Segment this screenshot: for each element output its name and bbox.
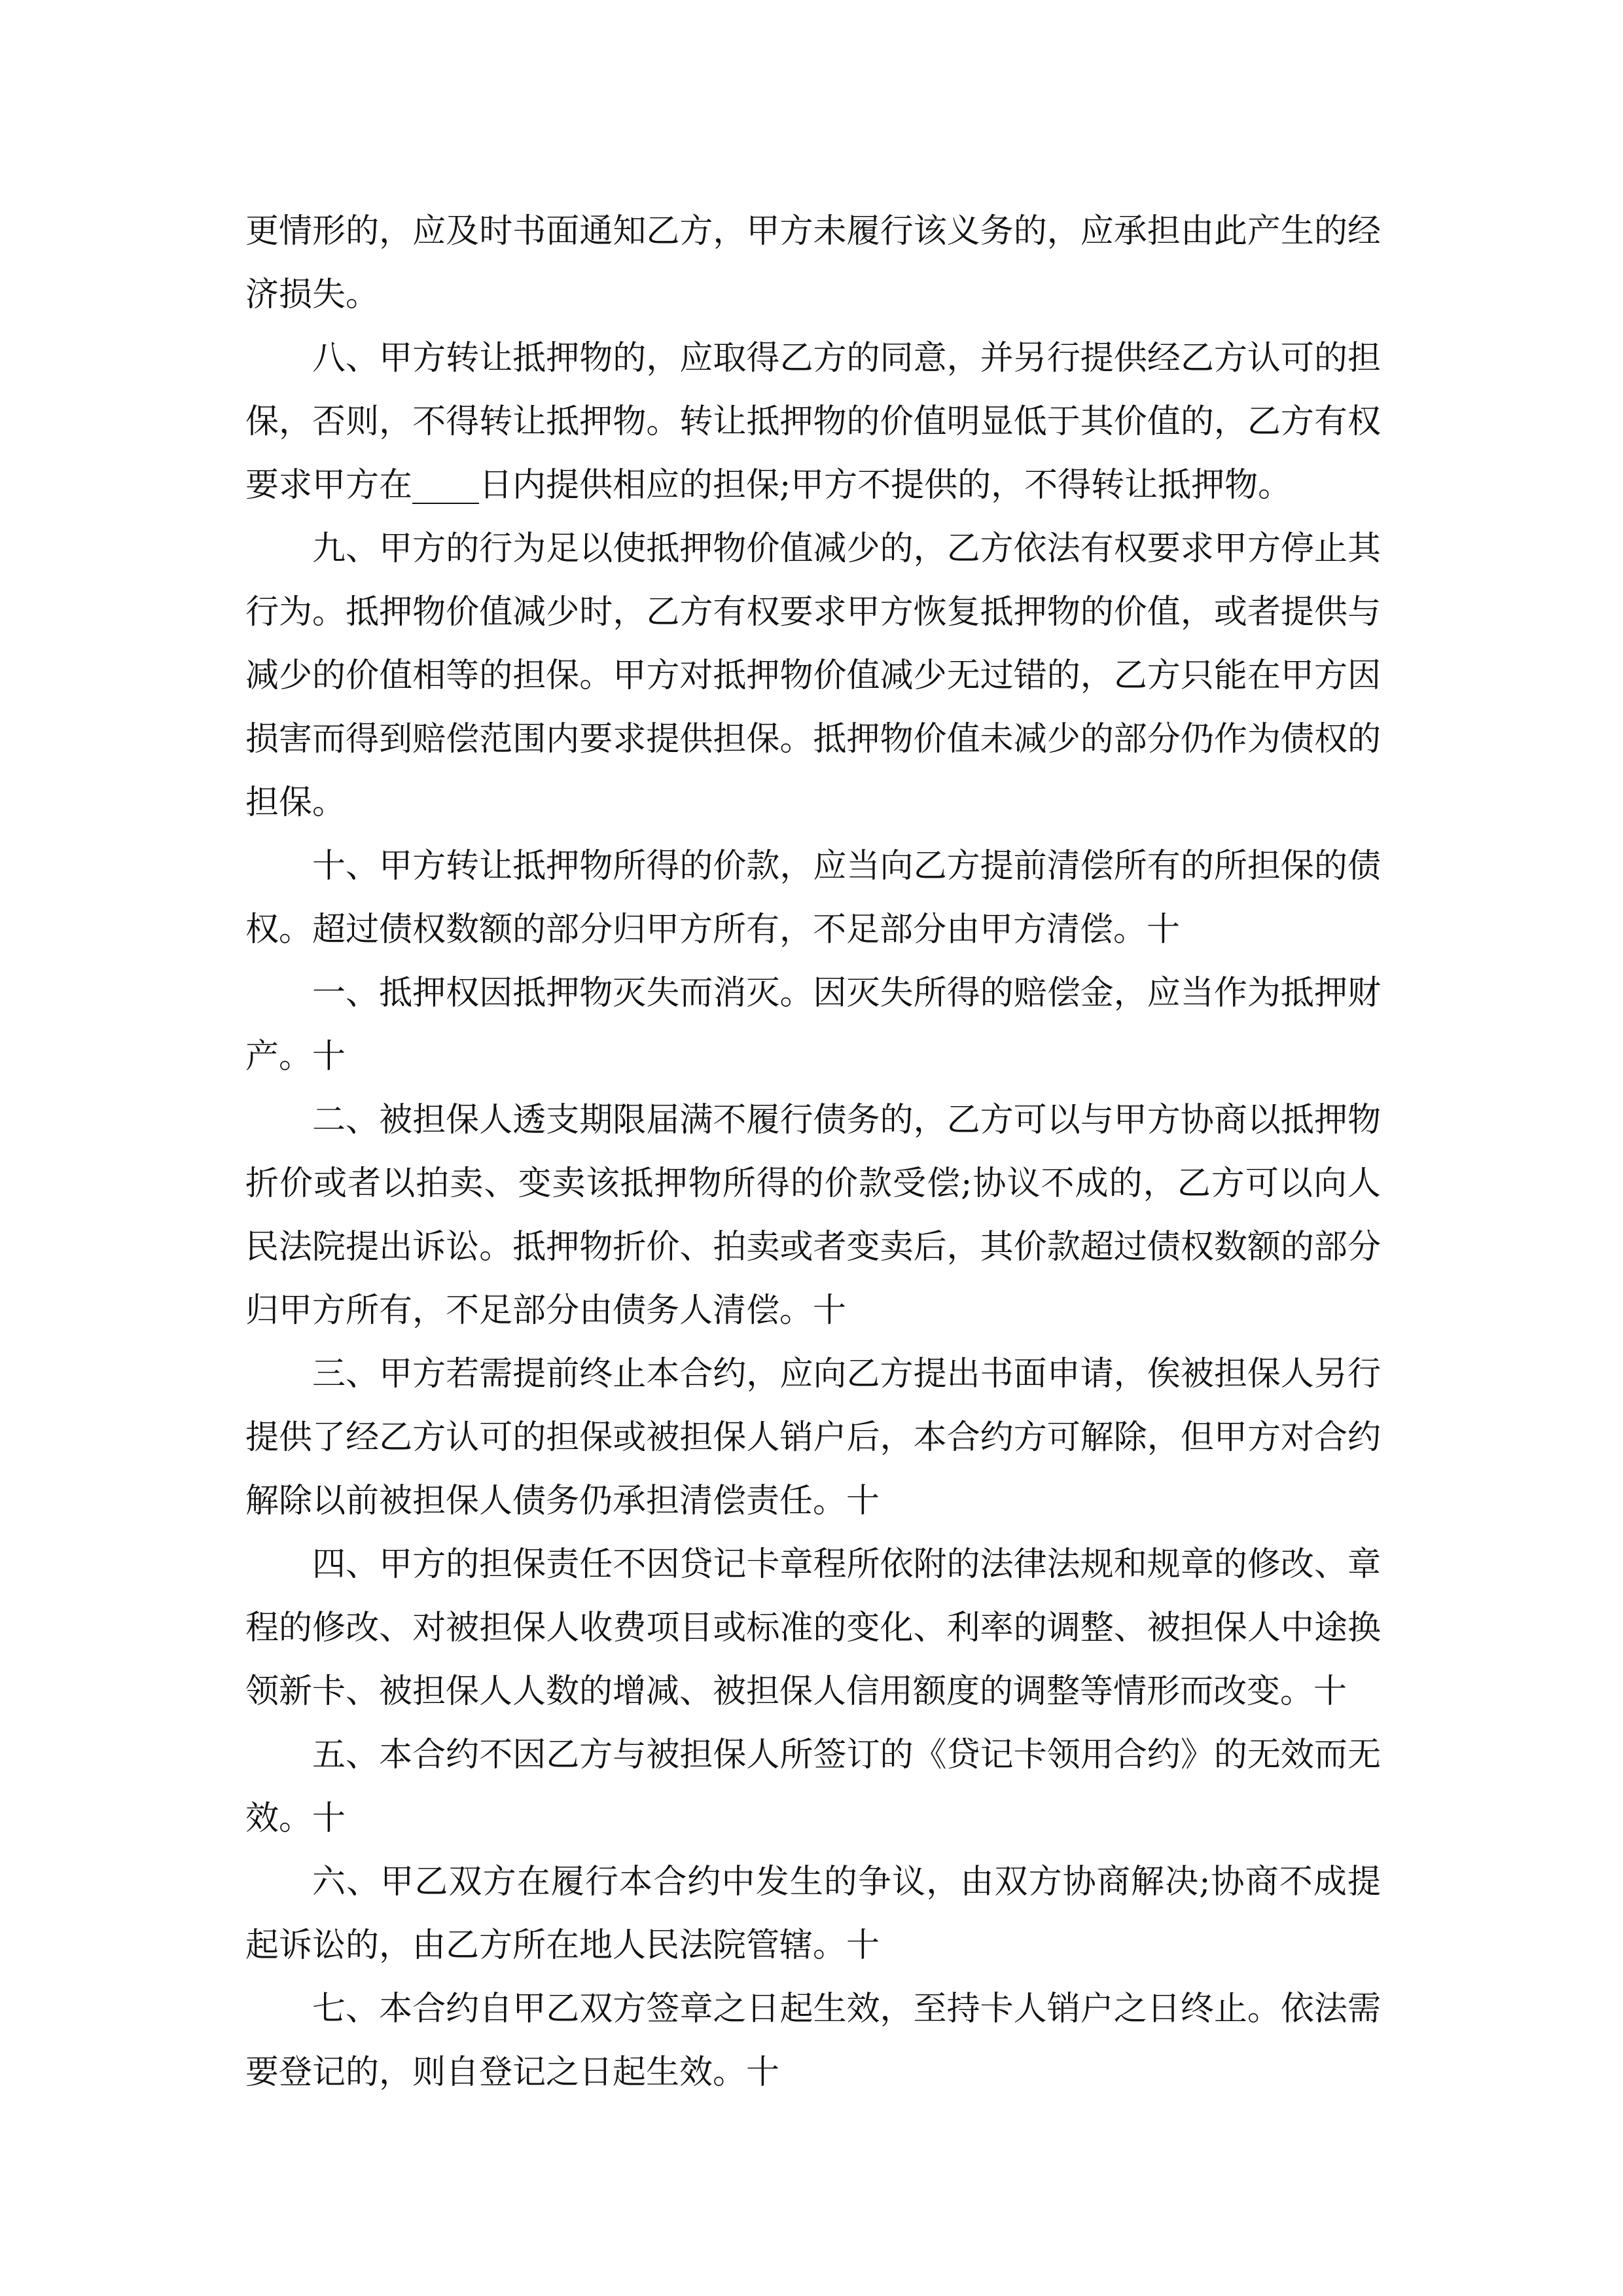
paragraph-clause-13: 三、甲方若需提前终止本合约，应向乙方提出书面申请，俟被担保人另行提供了经乙方认可的担保或被担保人销户后，本合约方可解除，但甲方对合约解除以前被担保人债务仍承担清偿责任。十 xyxy=(245,1355,1381,1520)
paragraph-clause-12: 二、被担保人透支期限届满不履行债务的，乙方可以与甲方协商以抵押物折价或者以拍卖、变卖该抵押物所得的价款受偿;协议不成的，乙方可以向人民法院提出诉讼。抵押物折价、拍卖或者变卖后，其价款超过债权数额的部分归甲方所有，不足部分由债务人清偿。十 xyxy=(245,1101,1381,1330)
paragraph-clause-10: 十、甲方转让抵押物所得的价款，应当向乙方提前清偿所有的所担保的债权。超过债权数额的部分归甲方所有，不足部分由甲方清偿。十 xyxy=(245,847,1381,949)
paragraph-clause-14: 四、甲方的担保责任不因贷记卡章程所依附的法律法规和规章的修改、章程的修改、对被担保人收费项目或标准的变化、利率的调整、被担保人中途换领新卡、被担保人人数的增减、被担保人信用额度的调整等情形而改变。十 xyxy=(245,1545,1381,1711)
paragraph-continued: 更情形的，应及时书面通知乙方，甲方未履行该义务的，应承担由此产生的经济损失。 xyxy=(245,212,1381,314)
paragraph-clause-8: 八、甲方转让抵押物的，应取得乙方的同意，并另行提供经乙方认可的担保，否则，不得转让抵押物。转让抵押物的价值明显低于其价值的，乙方有权要求甲方在____日内提供相应的担保;甲方不提供的，不得转让抵押物。 xyxy=(245,339,1381,505)
document-body xyxy=(245,200,1381,2104)
paragraph-clause-11: 一、抵押权因抵押物灭失而消灭。因灭失所得的赔偿金，应当作为抵押财产。十 xyxy=(245,974,1381,1076)
paragraph-clause-15: 五、本合约不因乙方与被担保人所签订的《贷记卡领用合约》的无效而无效。十 xyxy=(245,1736,1381,1838)
paragraph-clause-16: 六、甲乙双方在履行本合约中发生的争议，由双方协商解决;协商不成提起诉讼的，由乙方所在地人民法院管辖。十 xyxy=(245,1863,1381,1965)
paragraph-clause-9: 九、甲方的行为足以使抵押物价值减少的，乙方依法有权要求甲方停止其行为。抵押物价值减少时，乙方有权要求甲方恢复抵押物的价值，或者提供与减少的价值相等的担保。甲方对抵押物价值减少无过错的，乙方只能在甲方因损害而得到赔偿范围内要求提供担保。抵押物价值未减少的部分仍作为债权的担保。 xyxy=(245,529,1381,822)
paragraph-clause-17: 七、本合约自甲乙双方签章之日起生效，至持卡人销户之日终止。依法需要登记的，则自登记之日起生效。十 xyxy=(245,1990,1381,2092)
